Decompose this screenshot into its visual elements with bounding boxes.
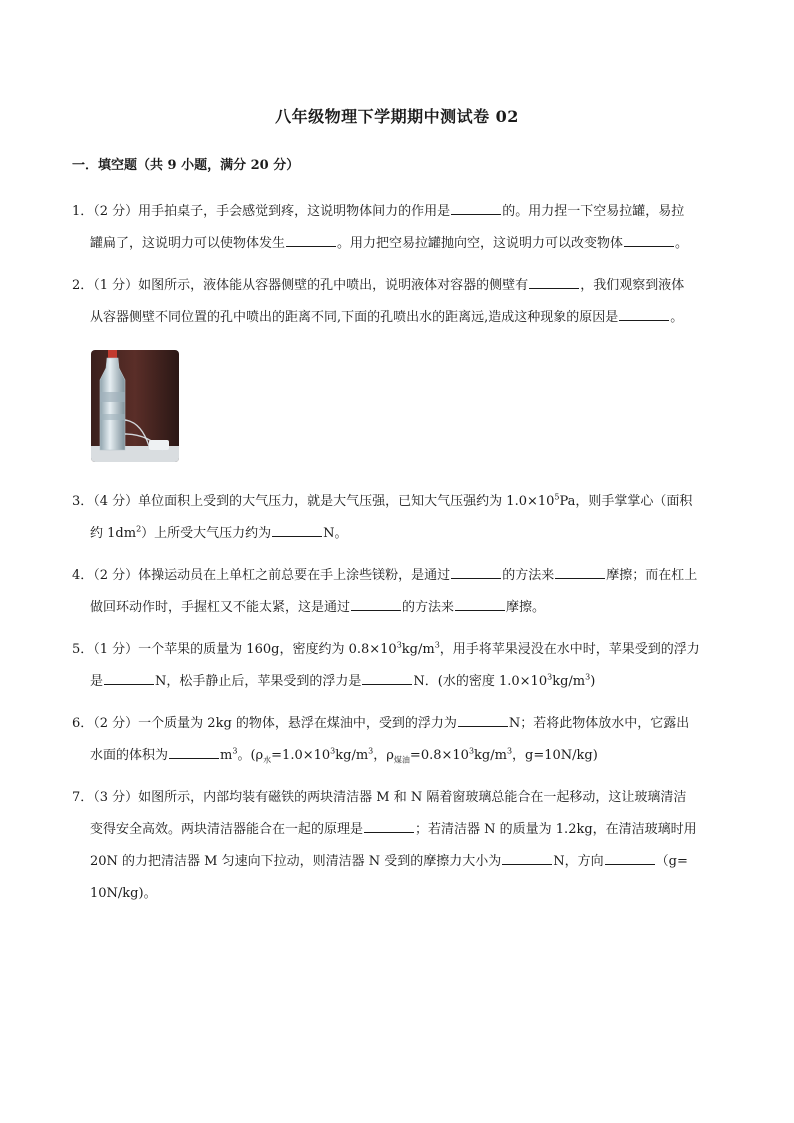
answer-blank[interactable] — [502, 850, 552, 865]
question-1: 1．（2 分）用手拍桌子，手会感觉到疼，这说明物体间力的作用是 的。用力捏一下空易拉罐，易拉 罐扁了，这说明力可以使物体发生 。用力把空易拉罐抛向空，这说明力可以改变物体 。 — [72, 196, 724, 260]
water-bottle-photo — [91, 350, 179, 462]
question-7: 7．（3 分）如图所示，内部均装有磁铁的两块清洁器 M 和 N 隔着窗玻璃总能合在一起移动，这让玻璃清洁 变得安全高效。两块清洁器能合在一起的原理是 ；若清洁器 N 的质量为 1.2kg，在清洁玻璃时用 20N 的力把清洁器 M 匀速向下拉动，则清洁器 N 受到的摩擦力大小为 N，方向 （g= 10N/kg)。 — [72, 790, 697, 901]
answer-blank[interactable] — [619, 306, 669, 321]
question-3: 3．（4 分）单位面积上受到的大气压力，就是大气压强，已知大气压强约为 $1.0\times 10^5Pa$，则手掌掌心（面积 约 $1dm^2$）上所受大气压力约为 N。 — [72, 492, 693, 541]
answer-blank[interactable] — [451, 564, 501, 579]
question-2: 2．（1 分）如图所示，液体能从容器侧壁的孔中喷出，说明液体对容器的侧壁有 ，我们观察到液体 从容器侧壁不同位置的孔中喷出的距离不同,下面的孔喷出水的距离远,造成这种现象的原因是 。 — [72, 270, 724, 334]
answer-blank[interactable] — [555, 564, 605, 579]
question-6: 6．（2 分）一个质量为 2kg 的物体，悬浮在煤油中，受到的浮力为 N；若将此物体放水中，它露出 水面的体积为 $m^3$。($\rho_水=1.0\times 10^3kg/m^3$，$\rho_{煤油}=0.8\times 10^3kg/m^3$，g=10N/kg) — [72, 708, 724, 772]
answer-blank[interactable] — [169, 744, 219, 759]
answer-blank[interactable] — [605, 850, 655, 865]
page-title: 八年级物理下学期期中测试卷 02 — [275, 107, 519, 126]
answer-blank[interactable] — [451, 200, 501, 215]
answer-blank[interactable] — [286, 232, 336, 247]
question-4: 4．（2 分）体操运动员在上单杠之前总要在手上涂些镁粉，是通过 的方法来 摩擦；而在杠上 做回环动作时，手握杠又不能太紧，这是通过 的方法来 摩擦。 — [72, 560, 724, 624]
answer-blank[interactable] — [455, 596, 505, 611]
answer-blank[interactable] — [529, 274, 579, 289]
question-5: 5．（1 分）一个苹果的质量为 160g，密度约为 $0.8\times 10^3kg/m^3$，用手将苹果浸没在水中时，苹果受到的浮力 是 N，松手静止后，苹果受到的浮力是 N．(水的密度 $1.0\times 10^3kg/m^3$) — [72, 640, 700, 689]
answer-blank[interactable] — [272, 522, 322, 537]
answer-blank[interactable] — [458, 712, 508, 727]
answer-blank[interactable] — [104, 670, 154, 685]
answer-blank[interactable] — [351, 596, 401, 611]
answer-blank[interactable] — [364, 818, 414, 833]
answer-blank[interactable] — [362, 670, 412, 685]
section-heading: 一．填空题（共 9 小题，满分 20 分） — [72, 158, 300, 173]
answer-blank[interactable] — [624, 232, 674, 247]
